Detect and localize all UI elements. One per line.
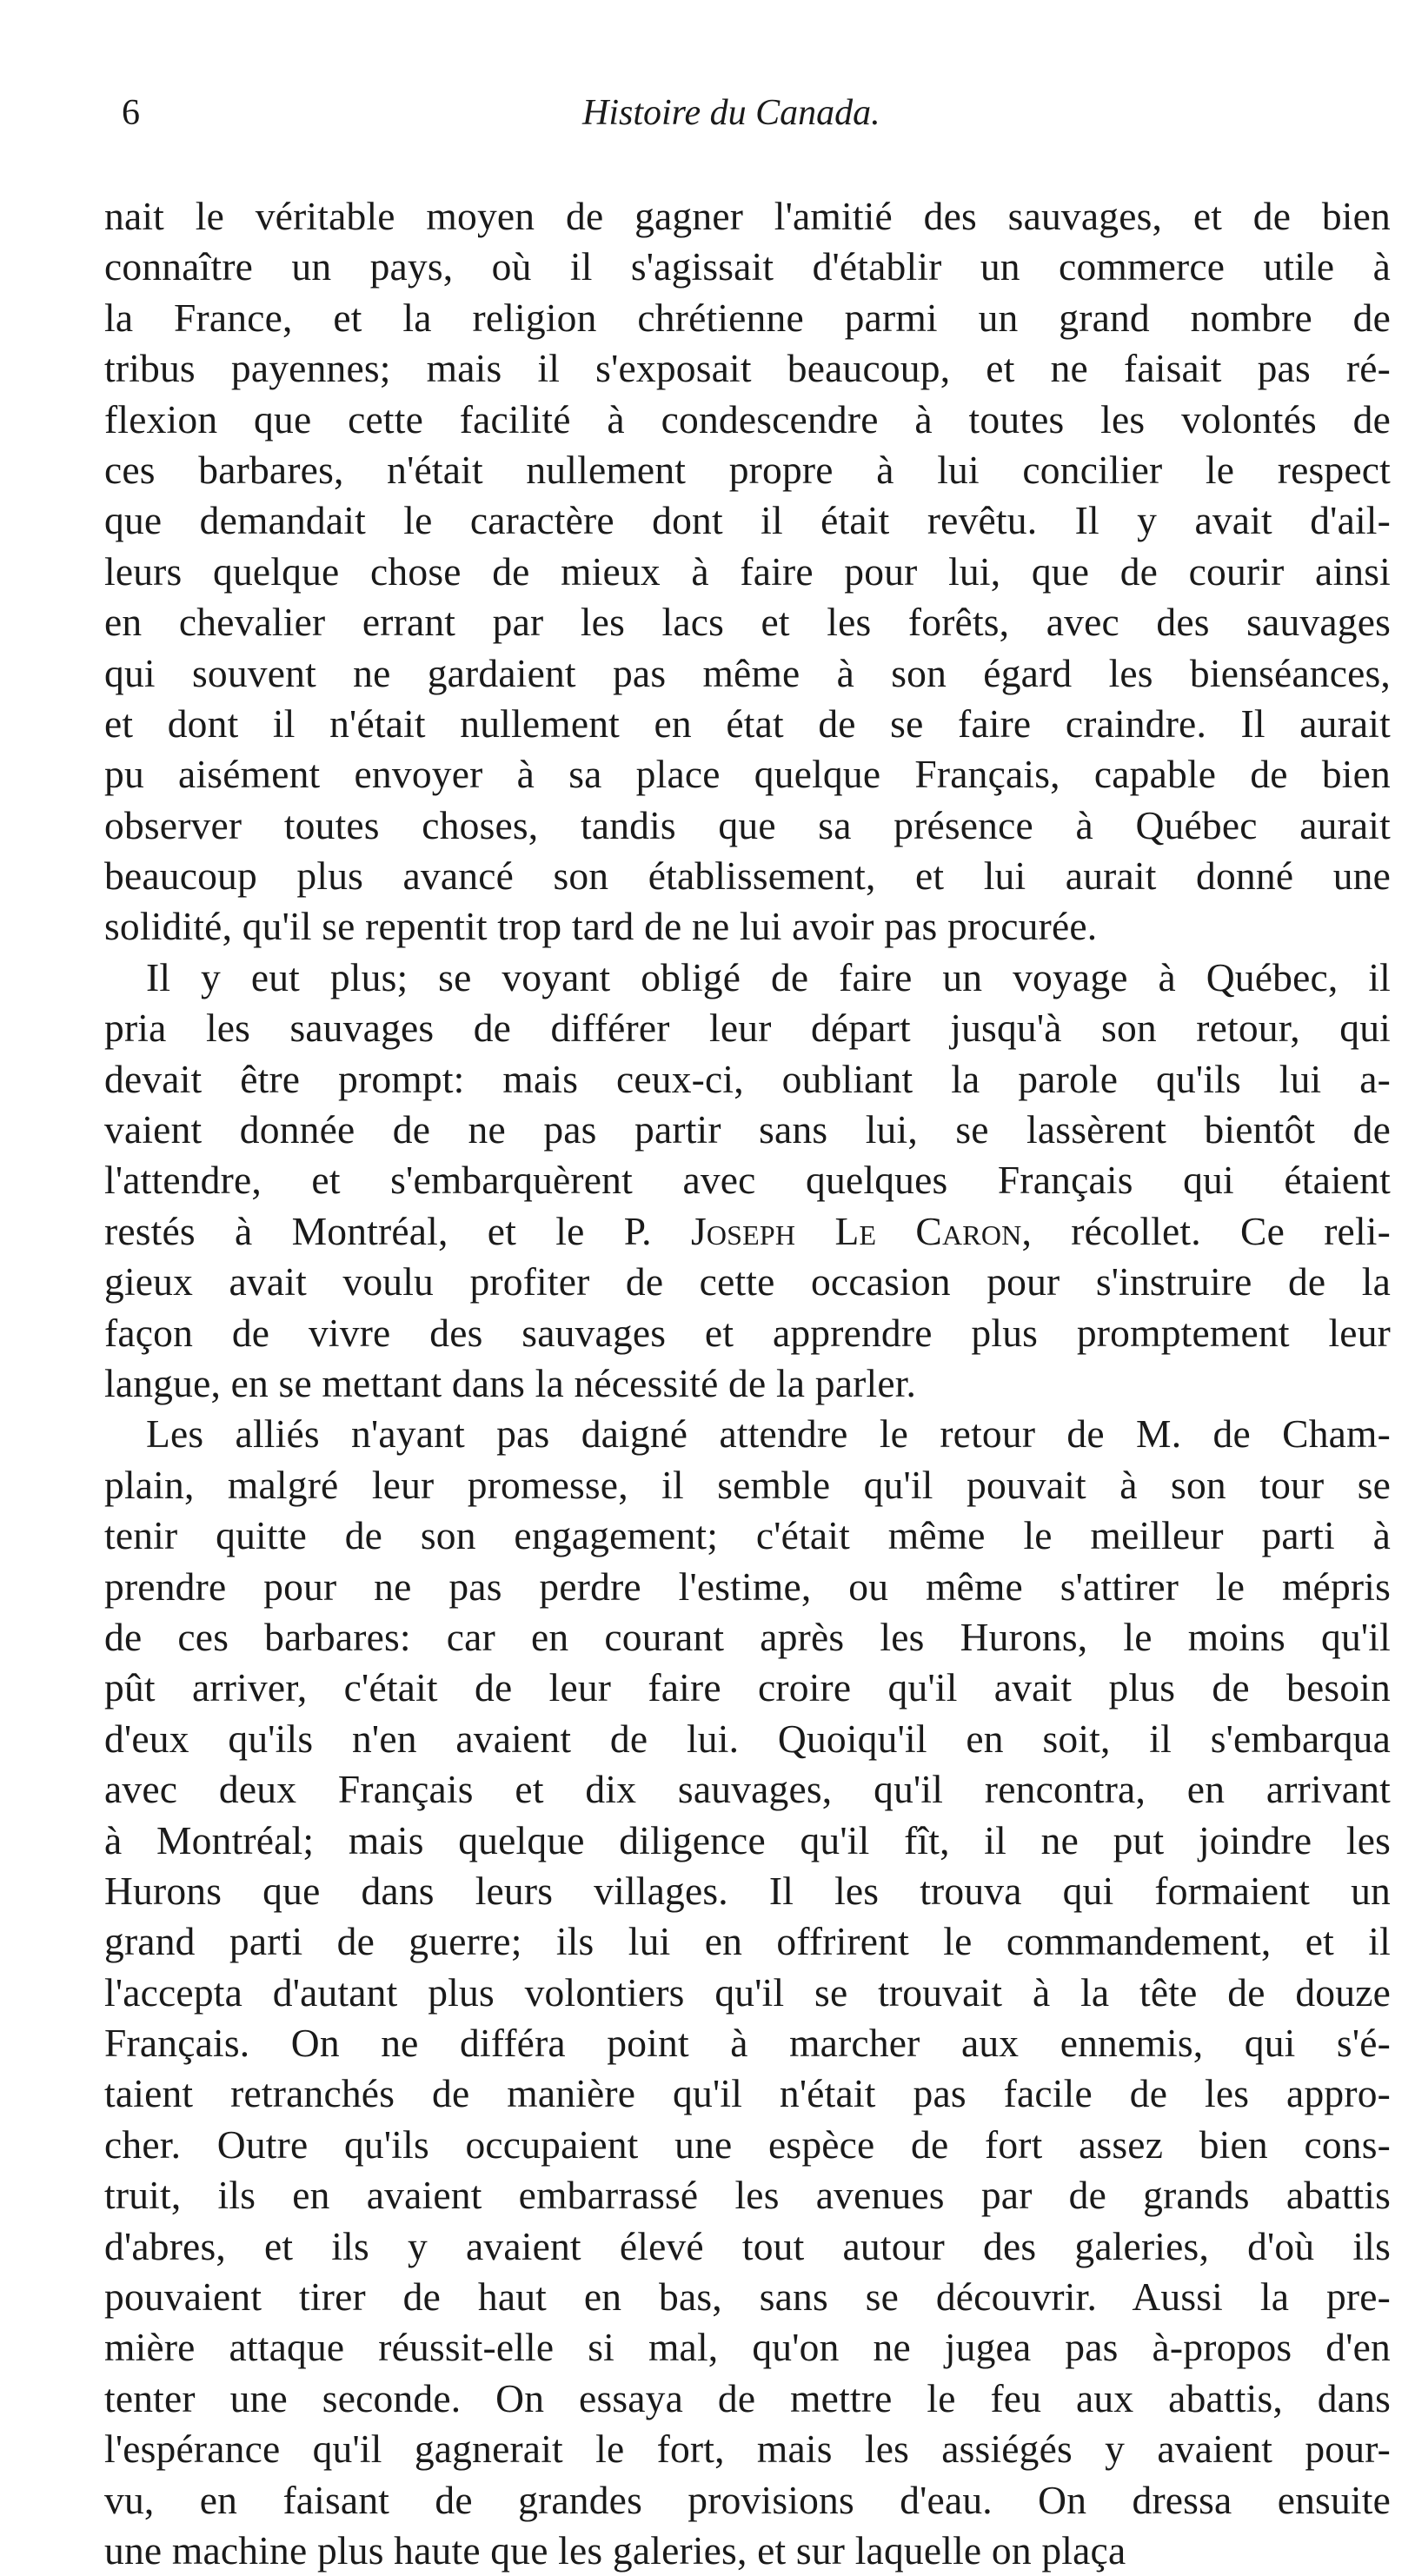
text-line: taient retranchés de manière qu'il n'était pas facile de les appro- xyxy=(104,2071,1391,2116)
book-page xyxy=(104,87,1391,2576)
text-line: l'accepta d'autant plus volontiers qu'il se trouvait à la tête de douze xyxy=(104,1969,1391,2015)
paragraph xyxy=(104,1409,1391,2576)
text-line: de ces barbares: car en courant après les Hurons, le moins qu'il xyxy=(104,1614,1391,1659)
text-line: truit, ils en avaient embarrassé les avenues par de grands abattis xyxy=(104,2173,1391,2218)
text-line: pouvaient tirer de haut en bas, sans se découvrir. Aussi la pre- xyxy=(104,2274,1391,2320)
running-title: Histoire du Canada. xyxy=(582,93,880,133)
text-line: cher. Outre qu'ils occupaient une espèce de fort assez bien cons- xyxy=(104,2121,1391,2167)
text-line: connaître un pays, où il s'agissait d'établir un commerce utile à xyxy=(104,244,1391,289)
text-line: ces barbares, n'était nullement propre à lui concilier le respect xyxy=(104,447,1391,492)
text-line: pria les sauvages de différer leur départ jusqu'à son retour, qui xyxy=(104,1006,1391,1051)
text-line: leurs quelque chose de mieux à faire pour lui, que de courir ainsi xyxy=(104,548,1391,594)
text-line: Hurons que dans leurs villages. Il les trouva qui formaient un xyxy=(104,1868,1391,1913)
text-line: la France, et la religion chrétienne parmi un grand nombre de xyxy=(104,295,1391,340)
text-line: gieux avait voulu profiter de cette occasion pour s'instruire de la xyxy=(104,1259,1391,1305)
text-line: d'eux qu'ils n'en avaient de lui. Quoiqu'il en soit, il s'embarqua xyxy=(104,1716,1391,1761)
text-line: solidité, qu'il se repentit trop tard de ne lui avoir pas procurée. xyxy=(104,904,1098,949)
text-line: flexion que cette facilité à condescendre à toutes les volontés de xyxy=(104,396,1391,442)
text-line: vaient donnée de ne pas partir sans lui, se lassèrent bientôt de xyxy=(104,1107,1391,1152)
text-line: restés à Montréal, et le P. Joseph Le Caron, récollet. Ce reli- xyxy=(104,1208,1391,1253)
body-text xyxy=(104,191,1391,2576)
running-head xyxy=(104,87,1391,139)
text-line: langue, en se mettant dans la nécessité de la parler. xyxy=(104,1360,917,1405)
text-line: vu, en faisant de grandes provisions d'eau. On dressa ensuite xyxy=(104,2477,1391,2522)
page-number: 6 xyxy=(122,93,140,133)
text-line: que demandait le caractère dont il était revêtu. Il y avait d'ail- xyxy=(104,498,1391,543)
text-line: en chevalier errant par les lacs et les forêts, avec des sauvages xyxy=(104,600,1391,645)
text-line: plain, malgré leur promesse, il semble qu'il pouvait à son tour se xyxy=(104,1462,1391,1507)
text-line: devait être prompt: mais ceux-ci, oubliant la parole qu'ils lui a- xyxy=(104,1056,1391,1101)
text-line: Il y eut plus; se voyant obligé de faire un voyage à Québec, il xyxy=(146,954,1391,999)
text-line: tenter une seconde. On essaya de mettre le feu aux abattis, dans xyxy=(104,2375,1391,2420)
text-line: l'attendre, et s'embarquèrent avec quelques Français qui étaient xyxy=(104,1158,1391,1203)
text-line: qui souvent ne gardaient pas même à son égard les bienséances, xyxy=(104,650,1391,695)
text-line: tribus payennes; mais il s'exposait beaucoup, et ne faisait pas ré- xyxy=(104,346,1391,391)
text-line: pu aisément envoyer à sa place quelque Français, capable de bien xyxy=(104,752,1391,797)
person-name-small-caps: Joseph Le Caron xyxy=(690,1208,1022,1253)
text-line: tenir quitte de son engagement; c'était même le meilleur parti à xyxy=(104,1513,1391,1558)
text-line: nait le véritable moyen de gagner l'amitié des sauvages, et de bien xyxy=(104,194,1391,238)
text-line: Français. On ne différa point à marcher aux ennemis, qui s'é- xyxy=(104,2021,1391,2066)
text-line: Les alliés n'ayant pas daigné attendre le retour de M. de Cham- xyxy=(146,1411,1391,1457)
paragraph xyxy=(104,191,1391,953)
text-line: l'espérance qu'il gagnerait le fort, mais les assiégés y avaient pour- xyxy=(104,2427,1391,2472)
text-line: à Montréal; mais quelque diligence qu'il fît, il ne put joindre les xyxy=(104,1817,1391,1862)
text-line: d'abres, et ils y avaient élevé tout autour des galeries, d'où ils xyxy=(104,2223,1391,2268)
text-line: beaucoup plus avancé son établissement, et lui aurait donné une xyxy=(104,853,1391,899)
text-line: observer toutes choses, tandis que sa présence à Québec aurait xyxy=(104,802,1391,847)
text-line: grand parti de guerre; ils lui en offrirent le commandement, et il xyxy=(104,1919,1391,1964)
text-line: prendre pour ne pas perdre l'estime, ou même s'attirer le mépris xyxy=(104,1564,1391,1609)
text-line: et dont il n'était nullement en état de se faire craindre. Il aurait xyxy=(104,700,1391,746)
paragraph xyxy=(104,953,1391,1410)
text-line: façon de vivre des sauvages et apprendre plus promptement leur xyxy=(104,1310,1391,1355)
text-line: une machine plus haute que les galeries, et sur laquelle on plaça xyxy=(104,2527,1126,2573)
text-line: pût arriver, c'était de leur faire croire qu'il avait plus de besoin xyxy=(104,1665,1391,1710)
text-line: avec deux Français et dix sauvages, qu'il rencontra, en arrivant xyxy=(104,1767,1391,1812)
text-line: mière attaque réussit-elle si mal, qu'on ne jugea pas à-propos d'en xyxy=(104,2325,1391,2370)
